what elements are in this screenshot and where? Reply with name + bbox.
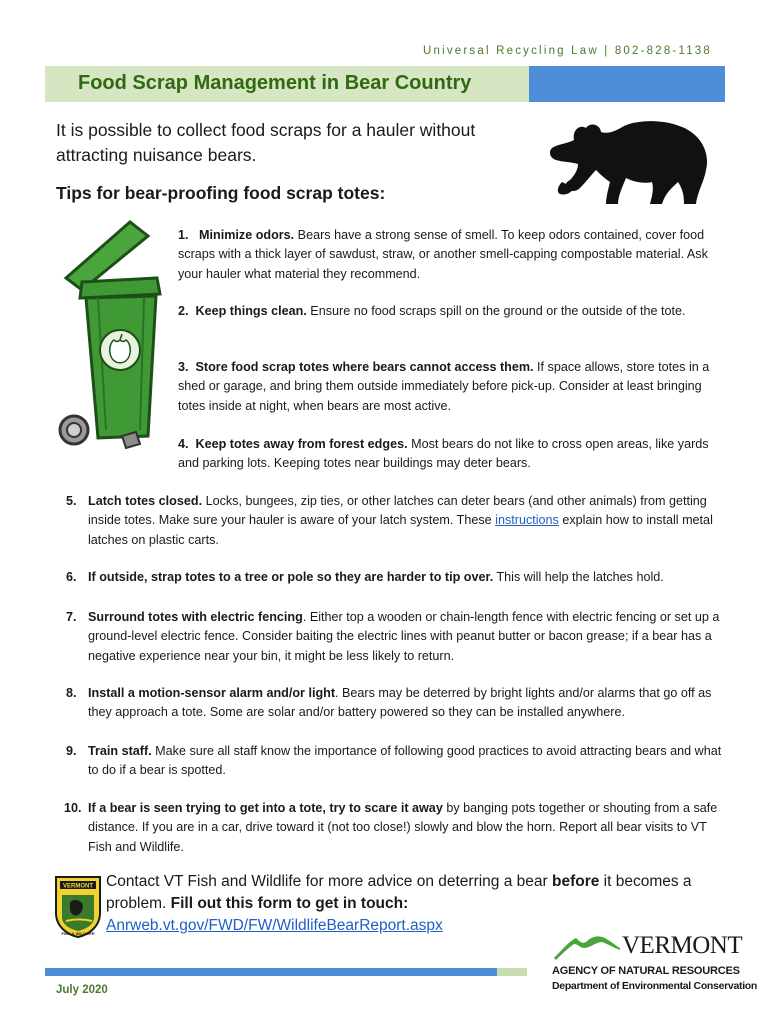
bear-silhouette-icon <box>546 112 716 208</box>
tip-heading: Install a motion-sensor alarm and/or light <box>88 686 336 700</box>
contact-form-cta: Fill out this form to get in touch: <box>170 895 409 912</box>
tip-number: 7. <box>66 610 77 624</box>
tip-7 <box>66 608 723 666</box>
contact-text: Contact VT Fish and Wildlife for more advice on deterring a bear <box>106 873 552 890</box>
tip-body: Make sure all staff know the importance of following good practices to avoid attracting bears and what to do if a bear is spotted. <box>88 744 722 778</box>
tip-number: 4. <box>178 437 189 451</box>
footer-bar-accent <box>497 968 527 976</box>
agency-name: AGENCY OF NATURAL RESOURCES <box>552 965 740 977</box>
tips-heading: Tips for bear-proofing food scrap totes: <box>56 183 386 203</box>
tip-5 <box>66 492 723 550</box>
tip-number: 5. <box>66 494 77 508</box>
instructions-link[interactable]: instructions <box>495 513 559 528</box>
tip-body-continued: explain how to install metal latches on plastic carts. <box>88 513 713 547</box>
tip-heading: If a bear is seen trying to get into a tote, try to scare it away <box>88 801 443 815</box>
tip-3 <box>178 358 718 416</box>
vermont-wordmark: VERMONT <box>622 932 743 959</box>
intro-text: It is possible to collect food scraps for a hauler without attracting nuisance bears. <box>56 120 476 165</box>
tip-heading: Keep things clean. <box>195 304 307 318</box>
tip-body: Most bears do not like to cross open areas, like yards and parking lots. Keeping totes near buildings may deter bears. <box>178 437 709 471</box>
tip-number: 10. <box>64 801 82 815</box>
tip-heading: Minimize odors. <box>199 228 295 242</box>
title-bar <box>45 66 725 102</box>
tip-number: 6. <box>66 570 77 584</box>
footer-bar <box>45 968 497 976</box>
tip-4 <box>178 435 718 474</box>
tip-heading: Latch totes closed. <box>88 494 203 508</box>
tip-heading: Store food scrap totes where bears cannot access them. <box>195 360 534 374</box>
tip-body: . Bears may be deterred by bright lights and/or alarms that go off as they approach a tote. Some are solar and/or battery powered so they can be installed anywhere. <box>88 686 712 720</box>
tip-number: 9. <box>66 744 77 758</box>
tip-body: Ensure no food scraps spill on the ground or the outside of the tote. <box>306 304 686 318</box>
tip-8 <box>66 684 723 723</box>
tip-body: by banging pots together or shouting from a safe distance. If you are in a car, drive toward it (not too close!) slowly and blow the horn. Report all bear visits to VT Fish and Wildlife. <box>88 801 718 854</box>
tip-heading: Keep totes away from forest edges. <box>195 437 408 451</box>
badge-top-text: VERMONT <box>63 883 93 890</box>
green-tote-icon <box>52 218 162 453</box>
mountain-logo-icon <box>552 930 622 960</box>
tip-number: 1. <box>178 228 189 242</box>
tip-heading: Surround totes with electric fencing <box>88 610 303 624</box>
tip-number: 2. <box>178 304 189 318</box>
contact-emphasis: before <box>551 873 600 890</box>
fish-wildlife-badge-icon <box>52 873 104 939</box>
tip-6 <box>66 568 723 587</box>
tip-9 <box>66 742 723 781</box>
tip-number: 3. <box>178 360 189 374</box>
tip-heading: Train staff. <box>88 744 152 758</box>
tip-number: 8. <box>66 686 77 700</box>
department-name: Department of Environmental Conservation <box>552 980 758 992</box>
tip-2 <box>178 302 718 321</box>
publication-date: July 2020 <box>56 984 108 996</box>
contact-paragraph <box>106 871 726 937</box>
title-bar-accent <box>529 66 725 102</box>
tip-body: Locks, bungees, zip ties, or other latches can deter bears (and other animals) from getting inside totes. Make sure your hauler is aware of your latch system. These <box>88 494 707 528</box>
header-contact-line: Universal Recycling Law | 802-828-1138 <box>422 45 712 57</box>
tip-heading: If outside, strap totes to a tree or pole so they are harder to tip over. <box>88 570 494 584</box>
page-title: Food Scrap Management in Bear Country <box>78 72 472 94</box>
tip-1 <box>178 226 718 284</box>
tip-body: This will help the latches hold. <box>493 570 664 584</box>
tip-body: . Either top a wooden or chain-length fence with electric fencing or set up a ground-level electric fence. Consider baiting the electric lines with peanut butter or bacon grease; if a bear has a negative experience near your bin, it might be less likely to return. <box>88 610 720 663</box>
tip-body: If space allows, store totes in a shed or garage, and bring them outside immediately before pick-up. Consider at least bringing totes inside at night, when bears are most active. <box>178 360 710 413</box>
badge-bottom-text: FISH & WILDLIFE <box>61 931 95 936</box>
bear-report-form-link[interactable]: Anrweb.vt.gov/FWD/FW/WildlifeBearReport.aspx <box>106 917 443 934</box>
tip-10 <box>64 799 723 857</box>
contact-text-2: it becomes a problem. <box>106 873 692 912</box>
tip-body: Bears have a strong sense of smell. To keep odors contained, cover food scraps with a thick layer of sawdust, straw, or another smell-capping compostable material. Ask your hauler what material they recommend. <box>178 228 708 281</box>
